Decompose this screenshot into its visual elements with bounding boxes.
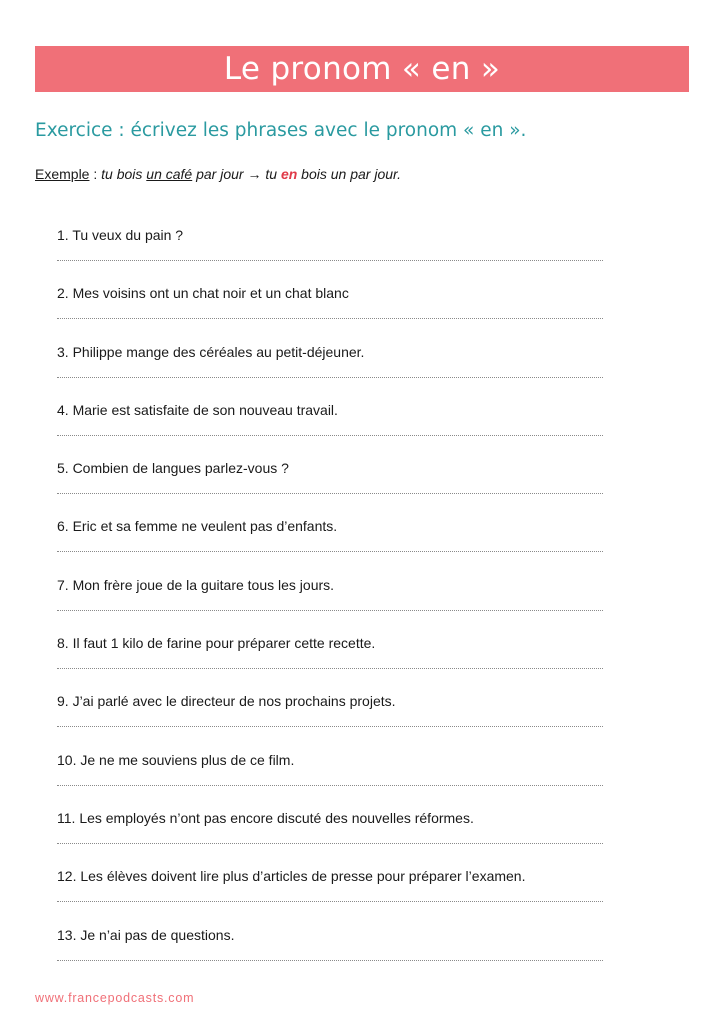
- exercise-item: [57, 809, 617, 867]
- exercise-list: [57, 226, 617, 984]
- example-part-2: un café: [146, 166, 193, 182]
- exercise-question: 8. Il faut 1 kilo de farine pour préparer cette recette.: [57, 635, 376, 652]
- exercise-question: 4. Marie est satisfaite de son nouveau travail.: [57, 401, 338, 418]
- exercise-instructions: Exercice : écrivez les phrases avec le pronom « en ».: [35, 120, 527, 141]
- exercise-question: 12. Les élèves doivent lire plus d’articles de presse pour préparer l’examen.: [57, 868, 526, 885]
- exercise-item: [57, 867, 617, 925]
- example-part-6: bois un par jour.: [297, 166, 402, 182]
- exercise-question: 6. Eric et sa femme ne veulent pas d’enfants.: [57, 518, 338, 535]
- answer-line[interactable]: [57, 435, 603, 436]
- exercise-question: 9. J’ai parlé avec le directeur de nos prochains projets.: [57, 693, 396, 710]
- exercise-question: 5. Combien de langues parlez-vous ?: [57, 460, 289, 477]
- example-sentence: [35, 166, 401, 182]
- example-separator: :: [89, 166, 102, 182]
- example-part-1: tu bois: [101, 166, 147, 182]
- example-part-4: tu: [265, 166, 281, 182]
- exercise-question: 2. Mes voisins ont un chat noir et un chat blanc: [57, 285, 349, 302]
- exercise-item: [57, 926, 617, 984]
- page-title: Le pronom « en »: [223, 51, 501, 87]
- title-banner: [35, 46, 689, 92]
- answer-line[interactable]: [57, 493, 603, 494]
- exercise-item: [57, 343, 617, 401]
- answer-line[interactable]: [57, 610, 603, 611]
- exercise-item: [57, 401, 617, 459]
- exercise-question: 11. Les employés n’ont pas encore discuté des nouvelles réformes.: [57, 809, 474, 826]
- answer-line[interactable]: [57, 668, 603, 669]
- answer-line[interactable]: [57, 377, 603, 378]
- footer-url: www.francepodcasts.com: [35, 991, 195, 1005]
- answer-line[interactable]: [57, 260, 603, 261]
- exercise-item: [57, 226, 617, 284]
- exercise-item: [57, 692, 617, 750]
- answer-line[interactable]: [57, 318, 603, 319]
- example-part-3: par jour: [192, 166, 244, 182]
- exercise-item: [57, 517, 617, 575]
- answer-line[interactable]: [57, 901, 603, 902]
- answer-line[interactable]: [57, 726, 603, 727]
- example-arrow: →: [243, 166, 266, 182]
- answer-line[interactable]: [57, 843, 603, 844]
- exercise-question: 10. Je ne me souviens plus de ce film.: [57, 751, 295, 768]
- exercise-item: [57, 576, 617, 634]
- exercise-item: [57, 459, 617, 517]
- example-pronoun-en: en: [280, 166, 298, 182]
- answer-line[interactable]: [57, 785, 603, 786]
- exercise-question: 1. Tu veux du pain ?: [57, 227, 184, 243]
- exercise-item: [57, 284, 617, 342]
- exercise-item: [57, 751, 617, 809]
- example-label: Exemple: [35, 166, 90, 182]
- exercise-question: 7. Mon frère joue de la guitare tous les jours.: [57, 576, 335, 593]
- exercise-question: 13. Je n’ai pas de questions.: [57, 926, 235, 943]
- exercise-question: 3. Philippe mange des céréales au petit-déjeuner.: [57, 343, 365, 360]
- answer-line[interactable]: [57, 551, 603, 552]
- exercise-item: [57, 634, 617, 692]
- answer-line[interactable]: [57, 960, 603, 961]
